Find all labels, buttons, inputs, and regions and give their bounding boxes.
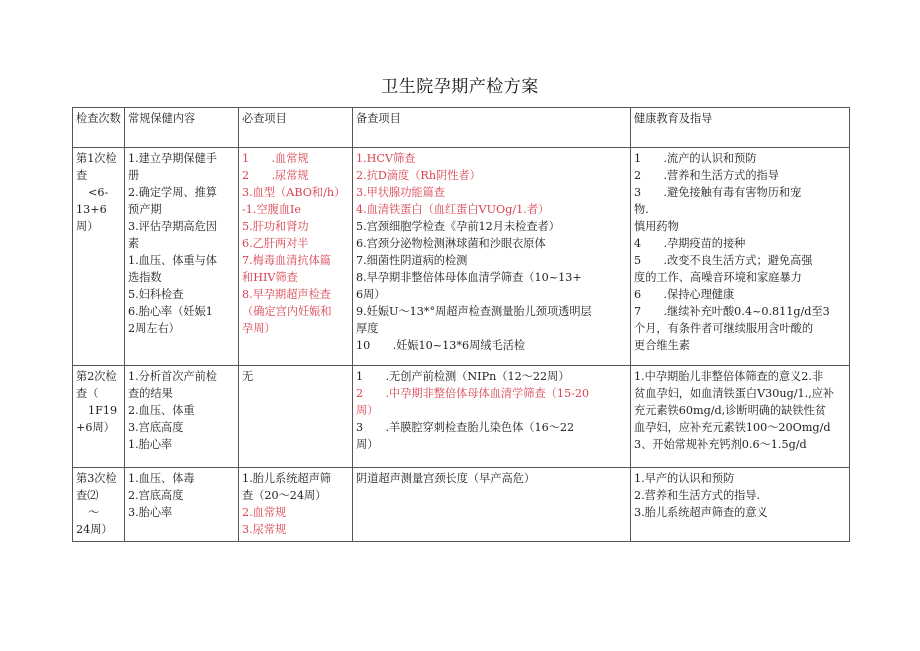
visit-line: <6- bbox=[88, 186, 109, 199]
education-line: 2.营养和生活方式的指导. bbox=[634, 489, 761, 502]
required-cell bbox=[239, 148, 353, 366]
optional-item: 5.宫颈细胞学检查《孕前12月未检查者） bbox=[356, 220, 560, 233]
routine-line: 2.确定学周、推算 bbox=[128, 186, 217, 199]
header-visit: 检查次数 bbox=[73, 108, 125, 148]
table-row-visit-2 bbox=[73, 366, 850, 468]
page-title: 卫生院孕期产检方案 bbox=[381, 77, 539, 97]
table-row-visit-3 bbox=[73, 468, 850, 542]
visit-line: 查 bbox=[76, 169, 88, 182]
routine-cell bbox=[125, 468, 239, 542]
header-optional: 备查项目 bbox=[353, 108, 631, 148]
required-item: 无 bbox=[242, 370, 254, 383]
optional-item: 2 .中孕期非整倍体母体血清学筛查（15-20 bbox=[356, 387, 590, 400]
routine-line: 1.分析首次产前检 bbox=[128, 370, 217, 383]
education-line: 更合维生素 bbox=[634, 339, 690, 352]
required-item: -1.空腹血Ie bbox=[242, 203, 302, 216]
table-header-row bbox=[73, 108, 850, 148]
education-line: 3、开始常规补充钙剂0.6～1.5g/d bbox=[634, 438, 807, 451]
education-line: 3 .避免接触有毒有害物历和宠 bbox=[634, 186, 802, 199]
routine-line: 1.建立孕期保健手 bbox=[128, 152, 217, 165]
visit-cell bbox=[73, 366, 125, 468]
routine-line: 6.胎心率（妊娠1 bbox=[128, 305, 213, 318]
required-item: 查（20～24周） bbox=[242, 489, 327, 502]
required-item: 5.肝功和肾功 bbox=[242, 220, 309, 233]
required-item: 8.早孕期超声检查 bbox=[242, 288, 331, 301]
education-line: 物. bbox=[634, 203, 649, 216]
routine-line: 1.血压、体重与体 bbox=[128, 254, 217, 267]
required-item: 1.胎儿系统超声筛 bbox=[242, 472, 331, 485]
header-education: 健康教育及指导 bbox=[631, 108, 850, 148]
routine-cell bbox=[125, 148, 239, 366]
visit-line: 第1次检 bbox=[76, 152, 117, 165]
header-routine: 常规保健内容 bbox=[125, 108, 239, 148]
visit-line: 查⑵ bbox=[76, 489, 99, 502]
optional-item: 4.血清铁蛋白（血红蛋白VUOg/1.者） bbox=[356, 203, 550, 216]
education-line: 充元素铁60mg/d,诊断明确的缺铁性贫 bbox=[634, 404, 826, 417]
routine-cell bbox=[125, 366, 239, 468]
header-required: 必查项目 bbox=[239, 108, 353, 148]
education-line: 2 .营养和生活方式的指导 bbox=[634, 169, 779, 182]
visit-line: +6周） bbox=[76, 421, 115, 434]
optional-item: 1.HCV筛查 bbox=[356, 152, 416, 165]
visit-line: 查（ bbox=[76, 387, 99, 400]
required-item: 7.梅毒血清抗体篇 bbox=[242, 254, 331, 267]
routine-line: 5.妇科检查 bbox=[128, 288, 184, 301]
optional-item: 7.细菌性阴道病的检测 bbox=[356, 254, 468, 267]
visit-line: 1F19 bbox=[88, 404, 118, 417]
required-item: 2.血常规 bbox=[242, 506, 287, 519]
education-line: 4 .孕期疫苗的接种 bbox=[634, 237, 746, 250]
optional-item: 3 .羊膜腔穿刺检查胎儿染色体（16～22 bbox=[356, 421, 575, 434]
education-line: 贫血孕妇，如血清铁蛋白V30ug/1.,应补 bbox=[634, 387, 835, 400]
routine-line: 查的结果 bbox=[128, 387, 173, 400]
education-line: 1 .流产的认识和预防 bbox=[634, 152, 757, 165]
optional-item: 1 .无创产前检测（NIPn（12～22周） bbox=[356, 370, 570, 383]
routine-line: 预产期 bbox=[128, 203, 162, 216]
routine-line: 册 bbox=[128, 169, 140, 182]
optional-item: 9.妊娠U～13*°周超声检查测量胎儿颈项透明层 bbox=[356, 305, 592, 318]
education-line: 血孕妇，应补充元素铁100～20Omg/d bbox=[634, 421, 831, 434]
education-line: 3.胎儿系统超声筛查的意义 bbox=[634, 506, 768, 519]
required-item: （确定宫内妊娠和 bbox=[242, 305, 332, 318]
visit-line: 第2次检 bbox=[76, 370, 117, 383]
required-item: 3.血型（ABO和/h） bbox=[242, 186, 346, 199]
routine-line: 2.宫底高度 bbox=[128, 489, 184, 502]
education-line: 6 .保持心理健康 bbox=[634, 288, 735, 301]
required-item: 6.乙肝两对半 bbox=[242, 237, 309, 250]
visit-line: 13+6周） bbox=[76, 203, 107, 233]
optional-cell bbox=[353, 148, 631, 366]
required-item: 孕周） bbox=[242, 322, 276, 335]
routine-line: 3.宫底高度 bbox=[128, 421, 184, 434]
education-line: 5 .改变不良生活方式；避免高强 bbox=[634, 254, 813, 267]
routine-line: 2周左右） bbox=[128, 322, 180, 335]
visit-line: 第3次检 bbox=[76, 472, 117, 485]
visit-line: ～ bbox=[88, 506, 100, 519]
optional-cell bbox=[353, 468, 631, 542]
optional-item: 厚度 bbox=[356, 322, 379, 335]
optional-item: 周） bbox=[356, 438, 379, 451]
education-line: 个月，有条件者可继续服用含叶酸的 bbox=[634, 322, 814, 335]
required-cell bbox=[239, 468, 353, 542]
education-cell bbox=[631, 468, 850, 542]
visit-cell bbox=[73, 468, 125, 542]
visit-cell bbox=[73, 148, 125, 366]
education-line: 度的工作、高噪音环境和家庭暴力 bbox=[634, 271, 802, 284]
routine-line: 选指数 bbox=[128, 271, 162, 284]
routine-line: 1.胎心率 bbox=[128, 438, 173, 451]
required-item: 3.尿常规 bbox=[242, 523, 287, 536]
routine-line: 素 bbox=[128, 237, 140, 250]
optional-item: 周） bbox=[356, 404, 379, 417]
optional-item: 阴道超声测量宫颈长度（早产高危） bbox=[356, 472, 536, 485]
optional-item: 6.宫颈分泌物检测淋球菌和沙眼衣原体 bbox=[356, 237, 546, 250]
optional-item: 10 .妊娠10~13*6周绒毛活检 bbox=[356, 339, 526, 352]
required-item: 2 .尿常规 bbox=[242, 169, 309, 182]
education-cell bbox=[631, 366, 850, 468]
required-item: 和HIV筛查 bbox=[242, 271, 298, 284]
optional-item: 6周） bbox=[356, 288, 386, 301]
education-line: 7 .继续补充叶酸0.4~0.811g/d至3 bbox=[634, 305, 830, 318]
optional-cell bbox=[353, 366, 631, 468]
required-item: 1 .血常规 bbox=[242, 152, 309, 165]
prenatal-plan-table bbox=[72, 107, 850, 542]
routine-line: 3.胎心率 bbox=[128, 506, 173, 519]
education-line: 1.中孕期胎儿非整倍体筛查的意义2.非 bbox=[634, 370, 824, 383]
optional-item: 2.抗D滴度（Rh阴性者） bbox=[356, 169, 481, 182]
routine-line: 1.血压、体毒 bbox=[128, 472, 195, 485]
table-row-visit-1 bbox=[73, 148, 850, 366]
education-cell bbox=[631, 148, 850, 366]
routine-line: 3.评估孕期高危因 bbox=[128, 220, 217, 233]
education-line: 1.早产的认识和预防 bbox=[634, 472, 735, 485]
education-line: 慎用药物 bbox=[634, 220, 679, 233]
optional-item: 8.早孕期非整倍体母体血清学筛查（10~13+ bbox=[356, 271, 582, 284]
optional-item: 3.甲状腺功能篇查 bbox=[356, 186, 445, 199]
required-cell bbox=[239, 366, 353, 468]
routine-line: 2.血压、体重 bbox=[128, 404, 195, 417]
visit-line: 24周） bbox=[76, 523, 113, 536]
